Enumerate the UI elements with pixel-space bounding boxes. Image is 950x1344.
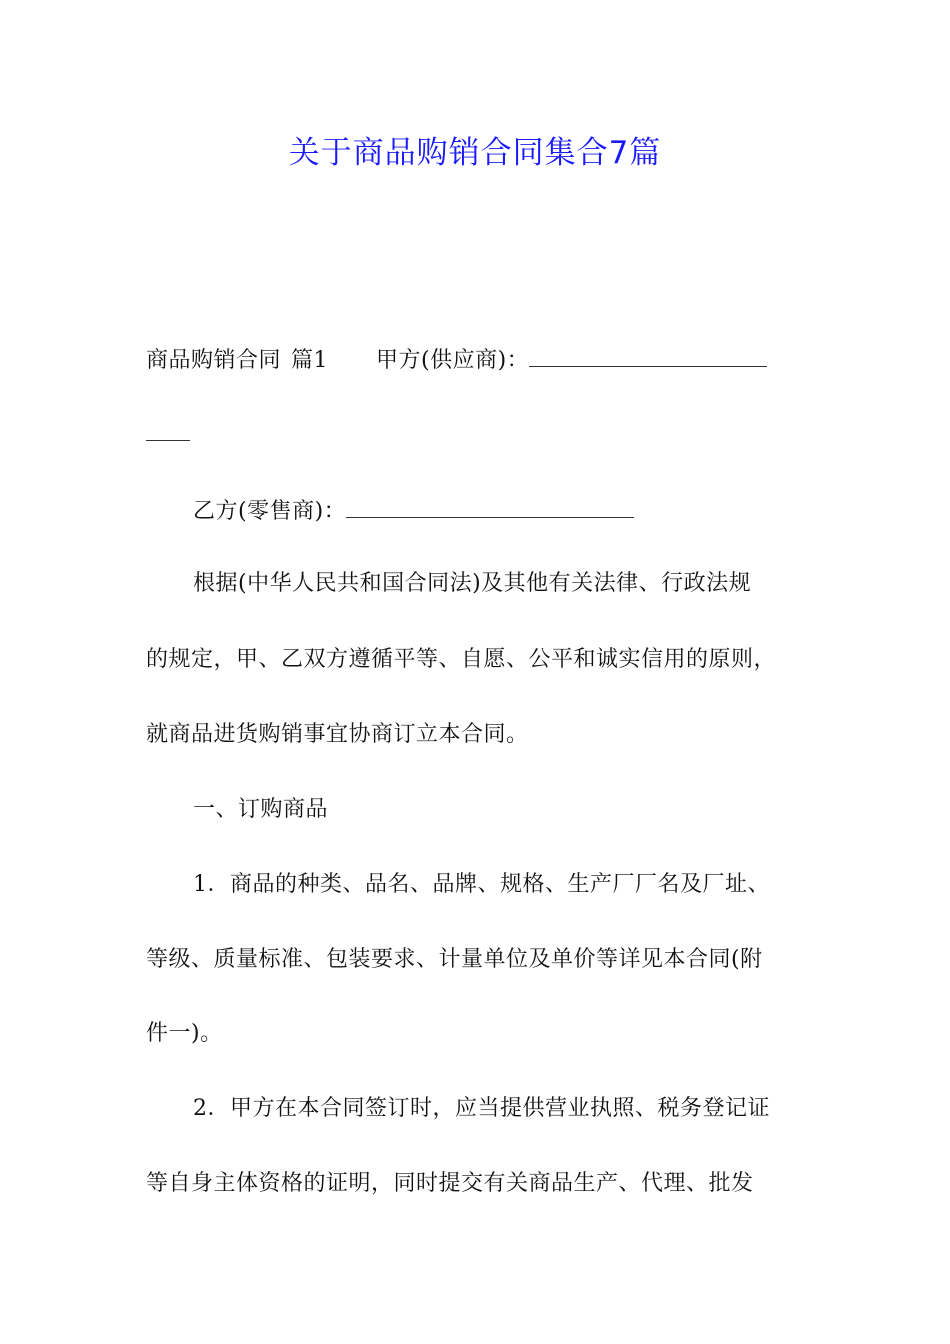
section-label: 篇1 <box>291 348 329 373</box>
party-a-label: 甲方(供应商)： <box>376 348 530 373</box>
party-b-line <box>193 495 634 528</box>
party-a-blank-continued-line <box>146 418 190 451</box>
party-b-blank <box>346 495 634 518</box>
party-b-label: 乙方(零售商)： <box>193 499 347 524</box>
contract-name: 商品购销合同 <box>146 348 282 373</box>
paragraph-line: 就商品进货购销事宜协商订立本合同。 <box>146 722 529 747</box>
party-a-blank-continued <box>146 418 190 441</box>
item-line: 件一)。 <box>146 1021 223 1046</box>
item-line: 等自身主体资格的证明，同时提交有关商品生产、代理、批发 <box>146 1171 754 1196</box>
item-line: 2．甲方在本合同签订时，应当提供营业执照、税务登记证 <box>193 1096 770 1121</box>
paragraph-line: 根据(中华人民共和国合同法)及其他有关法律、行政法规 <box>193 571 752 596</box>
section-heading: 一、订购商品 <box>193 797 329 822</box>
contract-heading-line <box>146 344 767 377</box>
document-title: 关于商品购销合同集合7篇 <box>288 135 662 171</box>
party-a-blank <box>529 344 767 367</box>
paragraph-line: 的规定，甲、乙双方遵循平等、自愿、公平和诚实信用的原则， <box>146 647 777 672</box>
item-line: 1．商品的种类、品名、品牌、规格、生产厂厂名及厂址、 <box>193 872 770 897</box>
item-line: 等级、质量标准、包装要求、计量单位及单价等详见本合同(附 <box>146 947 763 972</box>
